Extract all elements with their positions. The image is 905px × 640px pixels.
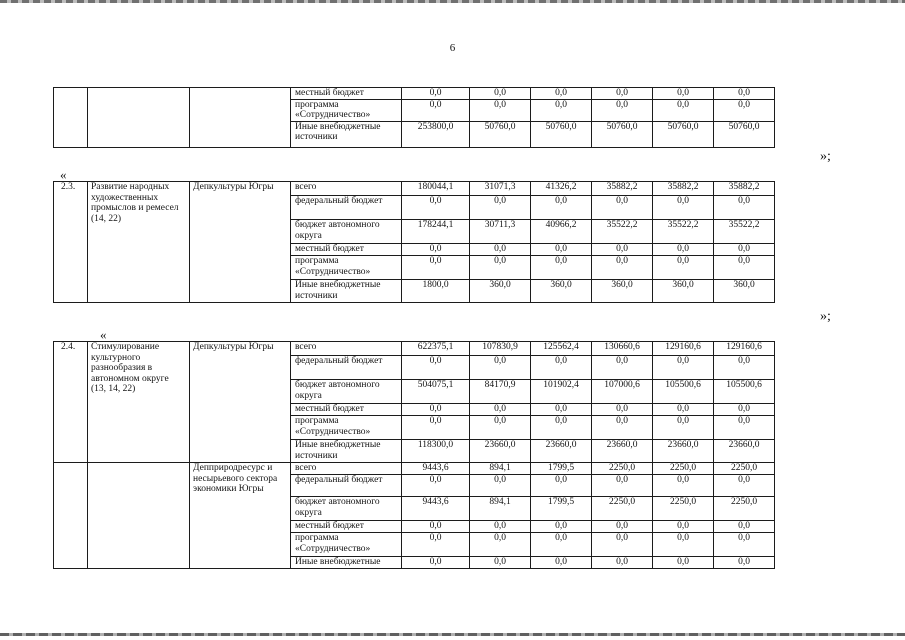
year-value: 0,0 <box>653 521 714 533</box>
total-value: 0,0 <box>402 416 470 440</box>
scan-bottom-edge <box>0 633 905 636</box>
year-value: 0,0 <box>531 256 592 280</box>
year-value: 84170,9 <box>470 380 531 404</box>
table-row <box>54 182 775 196</box>
year-value: 101902,4 <box>531 380 592 404</box>
year-value: 0,0 <box>531 475 592 497</box>
year-value: 35882,2 <box>714 182 775 196</box>
total-value: 0,0 <box>402 356 470 380</box>
year-value: 360,0 <box>714 280 775 303</box>
year-value: 41326,2 <box>531 182 592 196</box>
year-value: 129160,6 <box>714 342 775 356</box>
year-value: 0,0 <box>531 404 592 416</box>
funding-source: федеральный бюджет <box>291 196 402 220</box>
total-value: 9443,6 <box>402 463 470 475</box>
item-name: Стимулирование культурного разнообразия в автономном округе (13, 14, 22) <box>88 342 190 463</box>
total-value: 0,0 <box>402 521 470 533</box>
funding-source: всего <box>291 463 402 475</box>
year-value: 0,0 <box>592 244 653 256</box>
year-value: 894,1 <box>470 463 531 475</box>
year-value: 0,0 <box>714 196 775 220</box>
item-number-cell <box>54 88 88 148</box>
funding-source: программа «Сотрудничество» <box>291 99 402 121</box>
year-value: 0,0 <box>714 356 775 380</box>
year-value: 0,0 <box>714 244 775 256</box>
year-value: 0,0 <box>531 521 592 533</box>
year-value: 1799,5 <box>531 463 592 475</box>
year-value: 0,0 <box>653 557 714 569</box>
year-value: 23660,0 <box>653 440 714 463</box>
item-number-cell <box>54 463 88 569</box>
table-row <box>54 463 775 475</box>
year-value: 2250,0 <box>592 497 653 521</box>
year-value: 0,0 <box>592 557 653 569</box>
year-value: 0,0 <box>470 475 531 497</box>
year-value: 0,0 <box>531 88 592 100</box>
year-value: 1799,5 <box>531 497 592 521</box>
year-value: 23660,0 <box>470 440 531 463</box>
year-value: 0,0 <box>531 416 592 440</box>
year-value: 0,0 <box>470 256 531 280</box>
funding-source: бюджет автономного округа <box>291 380 402 404</box>
year-value: 0,0 <box>592 356 653 380</box>
year-value: 360,0 <box>531 280 592 303</box>
year-value: 0,0 <box>653 404 714 416</box>
year-value: 35882,2 <box>653 182 714 196</box>
year-value: 31071,3 <box>470 182 531 196</box>
year-value: 50760,0 <box>714 121 775 147</box>
total-value: 0,0 <box>402 88 470 100</box>
year-value: 0,0 <box>653 356 714 380</box>
closing-quote-mark: »; <box>820 149 831 164</box>
funding-source: программа «Сотрудничество» <box>291 533 402 557</box>
funding-source: программа «Сотрудничество» <box>291 416 402 440</box>
total-value: 622375,1 <box>402 342 470 356</box>
year-value: 129160,6 <box>653 342 714 356</box>
total-value: 118300,0 <box>402 440 470 463</box>
total-value: 0,0 <box>402 256 470 280</box>
year-value: 30711,3 <box>470 220 531 244</box>
item-name-cell <box>88 88 190 148</box>
funding-source: Иные внебюджетные источники <box>291 121 402 147</box>
year-value: 0,0 <box>531 356 592 380</box>
year-value: 360,0 <box>592 280 653 303</box>
budget-table-2-4 <box>53 341 775 569</box>
funding-source: федеральный бюджет <box>291 475 402 497</box>
year-value: 50760,0 <box>592 121 653 147</box>
executor-name: Депкультуры Югры <box>190 342 291 463</box>
year-value: 0,0 <box>592 88 653 100</box>
year-value: 0,0 <box>470 244 531 256</box>
year-value: 0,0 <box>592 256 653 280</box>
funding-source: всего <box>291 342 402 356</box>
year-value: 0,0 <box>531 533 592 557</box>
year-value: 105500,6 <box>653 380 714 404</box>
year-value: 0,0 <box>714 404 775 416</box>
year-value: 0,0 <box>653 99 714 121</box>
total-value: 0,0 <box>402 196 470 220</box>
year-value: 2250,0 <box>653 497 714 521</box>
year-value: 130660,6 <box>592 342 653 356</box>
year-value: 0,0 <box>714 256 775 280</box>
total-value: 0,0 <box>402 557 470 569</box>
year-value: 360,0 <box>653 280 714 303</box>
funding-source: бюджет автономного округа <box>291 497 402 521</box>
total-value: 178244,1 <box>402 220 470 244</box>
year-value: 0,0 <box>592 533 653 557</box>
year-value: 360,0 <box>470 280 531 303</box>
year-value: 0,0 <box>592 521 653 533</box>
year-value: 0,0 <box>653 533 714 557</box>
item-number: 2.3. <box>54 182 88 303</box>
year-value: 0,0 <box>470 533 531 557</box>
year-value: 107000,6 <box>592 380 653 404</box>
opening-quote-mark: « <box>60 167 67 182</box>
total-value: 504075,1 <box>402 380 470 404</box>
year-value: 0,0 <box>714 88 775 100</box>
funding-source: местный бюджет <box>291 88 402 100</box>
year-value: 0,0 <box>714 475 775 497</box>
year-value: 23660,0 <box>531 440 592 463</box>
executor-name: Депприродресурс и несырьевого сектора экономики Югры <box>190 463 291 569</box>
year-value: 0,0 <box>714 557 775 569</box>
year-value: 125562,4 <box>531 342 592 356</box>
executor-cell <box>190 88 291 148</box>
funding-source: программа «Сотрудничество» <box>291 256 402 280</box>
budget-table-2-3 <box>53 181 775 303</box>
year-value: 0,0 <box>653 256 714 280</box>
year-value: 35522,2 <box>592 220 653 244</box>
total-value: 0,0 <box>402 404 470 416</box>
page-number: 6 <box>449 42 456 54</box>
item-number: 2.4. <box>54 342 88 463</box>
year-value: 2250,0 <box>592 463 653 475</box>
year-value: 0,0 <box>592 475 653 497</box>
year-value: 2250,0 <box>653 463 714 475</box>
total-value: 9443,6 <box>402 497 470 521</box>
year-value: 50760,0 <box>653 121 714 147</box>
total-value: 180044,1 <box>402 182 470 196</box>
year-value: 0,0 <box>592 416 653 440</box>
item-name: Развитие народных художественных промыслов и ремесел (14, 22) <box>88 182 190 303</box>
year-value: 50760,0 <box>531 121 592 147</box>
closing-quote-mark: »; <box>820 309 831 324</box>
total-value: 0,0 <box>402 244 470 256</box>
funding-source: федеральный бюджет <box>291 356 402 380</box>
year-value: 0,0 <box>531 99 592 121</box>
year-value: 0,0 <box>531 244 592 256</box>
funding-source: всего <box>291 182 402 196</box>
total-value: 0,0 <box>402 99 470 121</box>
year-value: 105500,6 <box>714 380 775 404</box>
year-value: 0,0 <box>592 404 653 416</box>
year-value: 40966,2 <box>531 220 592 244</box>
year-value: 894,1 <box>470 497 531 521</box>
year-value: 23660,0 <box>592 440 653 463</box>
year-value: 23660,0 <box>714 440 775 463</box>
total-value: 0,0 <box>402 533 470 557</box>
executor-name: Депкультуры Югры <box>190 182 291 303</box>
funding-source: местный бюджет <box>291 404 402 416</box>
year-value: 0,0 <box>470 521 531 533</box>
year-value: 0,0 <box>470 196 531 220</box>
funding-source: местный бюджет <box>291 244 402 256</box>
year-value: 0,0 <box>531 196 592 220</box>
year-value: 0,0 <box>470 356 531 380</box>
total-value: 1800,0 <box>402 280 470 303</box>
year-value: 2250,0 <box>714 497 775 521</box>
year-value: 0,0 <box>653 88 714 100</box>
year-value: 0,0 <box>714 416 775 440</box>
funding-source: бюджет автономного округа <box>291 220 402 244</box>
year-value: 0,0 <box>470 416 531 440</box>
year-value: 35522,2 <box>714 220 775 244</box>
year-value: 0,0 <box>714 533 775 557</box>
funding-source: Иные внебюджетные источники <box>291 280 402 303</box>
year-value: 0,0 <box>470 99 531 121</box>
year-value: 0,0 <box>714 99 775 121</box>
item-name-cell <box>88 463 190 569</box>
year-value: 107830,9 <box>470 342 531 356</box>
scan-top-edge <box>0 0 905 3</box>
year-value: 0,0 <box>470 88 531 100</box>
year-value: 0,0 <box>592 196 653 220</box>
year-value: 35522,2 <box>653 220 714 244</box>
year-value: 0,0 <box>531 557 592 569</box>
opening-quote-mark: « <box>100 327 107 342</box>
table-row <box>54 342 775 356</box>
year-value: 0,0 <box>653 475 714 497</box>
year-value: 0,0 <box>470 404 531 416</box>
year-value: 0,0 <box>653 196 714 220</box>
year-value: 0,0 <box>592 99 653 121</box>
year-value: 50760,0 <box>470 121 531 147</box>
year-value: 0,0 <box>653 244 714 256</box>
table-row <box>54 88 775 100</box>
year-value: 0,0 <box>470 557 531 569</box>
funding-source: местный бюджет <box>291 521 402 533</box>
year-value: 0,0 <box>714 521 775 533</box>
year-value: 35882,2 <box>592 182 653 196</box>
total-value: 253800,0 <box>402 121 470 147</box>
budget-table-continuation <box>53 87 775 148</box>
year-value: 0,0 <box>653 416 714 440</box>
funding-source: Иные внебюджетные источники <box>291 440 402 463</box>
year-value: 2250,0 <box>714 463 775 475</box>
funding-source: Иные внебюджетные <box>291 557 402 569</box>
total-value: 0,0 <box>402 475 470 497</box>
